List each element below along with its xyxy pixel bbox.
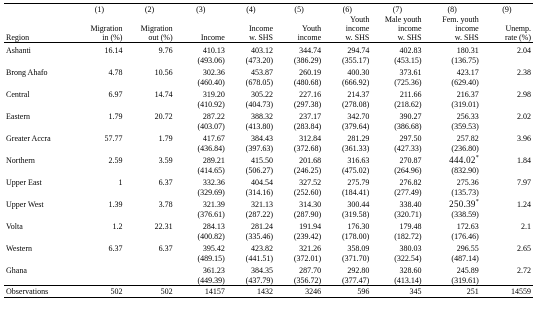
std-error-cell: (319.58): [342, 210, 370, 219]
header-fem-youth-top: Fem. youth: [442, 15, 479, 24]
significance-star: *: [475, 155, 479, 161]
std-error-cell: (176.46): [451, 232, 479, 241]
std-error-cell: [481, 165, 533, 175]
colnum-7: (7): [371, 4, 423, 16]
estimate-cell: 7.97: [517, 178, 531, 187]
colnum-8: (8): [424, 4, 481, 16]
std-error-cell: (725.36): [394, 78, 422, 87]
estimate-cell: 297.50: [399, 134, 422, 143]
std-error-cell: (182.72): [394, 232, 422, 241]
std-error-cell: (404.73): [245, 100, 273, 109]
observations-row: [4, 286, 533, 298]
colnum-5: (5): [275, 4, 323, 16]
std-error-row: [4, 121, 533, 131]
estimate-cell: 287.22: [202, 112, 225, 121]
estimate-cell: 410.13: [202, 46, 225, 55]
estimate-cell: 319.20: [202, 90, 225, 99]
obs-value: 3246: [275, 286, 323, 298]
header-line-3: [4, 33, 533, 43]
estimate-cell: 358.09: [347, 244, 370, 253]
header-income: Income: [175, 33, 227, 43]
std-error-cell: (319.01): [451, 100, 479, 109]
header-unemp-top: Unemp.: [505, 24, 531, 33]
estimate-value: 444.02: [449, 155, 476, 165]
region-blank: [4, 143, 74, 153]
std-error-cell: [124, 209, 174, 219]
std-error-cell: (427.33): [394, 144, 422, 153]
std-error-cell: (629.40): [451, 78, 479, 87]
std-error-cell: [124, 143, 174, 153]
column-number-row: [4, 4, 533, 16]
estimate-cell: [74, 263, 124, 275]
region-blank: [4, 55, 74, 65]
estimate-cell: 415.50: [251, 156, 273, 165]
std-error-cell: (184.41): [342, 188, 370, 197]
std-error-cell: (264.96): [394, 166, 422, 175]
std-error-cell: [124, 55, 174, 65]
estimate-cell: 3.78: [158, 200, 173, 209]
estimate-cell: 402.83: [399, 46, 422, 55]
std-error-cell: (372.01): [293, 254, 322, 263]
std-error-cell: [74, 77, 124, 87]
region-blank: [4, 275, 74, 286]
estimate-cell: 338.40: [399, 200, 422, 209]
std-error-row: [4, 187, 533, 197]
estimate-cell: 404.54: [251, 178, 273, 187]
std-error-cell: (379.64): [342, 122, 370, 131]
std-error-cell: (397.63): [245, 144, 273, 153]
std-error-row: [4, 209, 533, 219]
region-blank: [4, 187, 74, 197]
region-name: Ghana: [6, 266, 27, 275]
std-error-cell: [481, 143, 533, 153]
estimate-cell: 6.97: [108, 90, 123, 99]
estimate-cell: 403.12: [251, 46, 273, 55]
std-error-cell: [74, 121, 124, 131]
std-error-cell: [74, 275, 124, 286]
estimate-cell: 257.82: [456, 134, 479, 143]
estimate-cell: 292.80: [347, 266, 370, 275]
std-error-cell: (278.08): [342, 100, 370, 109]
estimate-cell: 3.96: [517, 134, 531, 143]
std-error-cell: (453.15): [394, 56, 422, 65]
estimate-cell: 1.79: [158, 134, 173, 143]
header-unemp-rate: rate (%): [481, 33, 533, 43]
std-error-cell: [481, 209, 533, 219]
std-error-cell: (386.29): [293, 56, 322, 65]
region-name: Western: [6, 244, 33, 253]
std-error-cell: (314.16): [245, 188, 273, 197]
colnum-9: (9): [481, 4, 533, 16]
estimate-cell: 57.77: [104, 134, 123, 143]
header-income-shs-top: Income: [249, 24, 273, 33]
header-youth-top: Youth: [350, 15, 370, 24]
estimate-cell: 2.04: [517, 46, 531, 55]
header-line-1: [4, 15, 533, 24]
region-name: Greater Accra: [6, 134, 51, 143]
std-error-cell: [124, 231, 174, 241]
std-error-cell: (135.73): [451, 188, 479, 197]
obs-value: 596: [323, 286, 371, 298]
std-error-cell: (475.02): [342, 166, 370, 175]
std-error-cell: (335.46): [245, 232, 273, 241]
region-name: Upper West: [6, 200, 44, 209]
std-error-cell: (460.40): [197, 78, 225, 87]
std-error-cell: (283.84): [293, 122, 322, 131]
region-blank: [4, 253, 74, 263]
estimate-cell: 289.21: [202, 156, 225, 165]
estimate-cell: 260.19: [299, 68, 322, 77]
colnum-6: (6): [323, 4, 371, 16]
std-error-cell: (449.39): [197, 276, 225, 285]
std-error-cell: [124, 77, 174, 87]
std-error-cell: (410.92): [197, 100, 225, 109]
estimate-cell: 172.63: [456, 222, 479, 231]
estimate-value: 250.39: [449, 199, 476, 209]
std-error-cell: [481, 121, 533, 131]
estimate-cell: 361.23: [202, 266, 225, 275]
std-error-cell: [124, 121, 174, 131]
estimate-cell: 344.74: [299, 46, 322, 55]
std-error-cell: (329.69): [197, 188, 225, 197]
std-error-cell: (386.68): [394, 122, 422, 131]
estimate-cell: 380.03: [399, 244, 422, 253]
estimate-cell: 328.60: [399, 266, 422, 275]
estimate-cell: 332.36: [202, 178, 225, 187]
region-name: Eastern: [6, 112, 30, 121]
std-error-cell: (297.38): [293, 100, 322, 109]
std-error-cell: (413.14): [394, 276, 422, 285]
estimate-cell: 6.37: [158, 178, 173, 187]
table-row: [4, 153, 533, 165]
estimate-cell: 1.24: [517, 200, 531, 209]
estimate-cell: 287.70: [299, 266, 322, 275]
estimate-cell: 302.36: [202, 68, 225, 77]
table-row: [4, 175, 533, 187]
std-error-cell: (287.22): [245, 210, 273, 219]
estimate-cell: 256.33: [456, 112, 479, 121]
estimate-cell: 1.2: [112, 222, 123, 231]
table-row: [4, 131, 533, 143]
std-error-cell: [74, 209, 124, 219]
std-error-cell: (277.49): [394, 188, 422, 197]
colnum-4: (4): [227, 4, 275, 16]
regional-income-table: [4, 3, 533, 298]
colnum-1: (1): [74, 4, 124, 16]
std-error-cell: (487.14): [451, 254, 479, 263]
estimate-cell: [124, 263, 174, 275]
std-error-cell: (506.27): [245, 166, 273, 175]
table-row: [4, 43, 533, 56]
std-error-cell: (489.15): [197, 254, 225, 263]
region-blank: [4, 209, 74, 219]
std-error-cell: (377.47): [342, 276, 370, 285]
header-fem-youth-income-mid: income: [455, 24, 479, 33]
std-error-cell: (678.05): [245, 78, 273, 87]
std-error-cell: [74, 55, 124, 65]
region-name: Upper East: [6, 178, 42, 187]
std-error-cell: [481, 77, 533, 87]
estimate-cell: 373.61: [399, 68, 422, 77]
std-error-cell: [481, 99, 533, 109]
estimate-cell: 275.79: [347, 178, 370, 187]
header-migration-in: in (%): [74, 33, 124, 43]
estimate-cell: 294.74: [347, 46, 370, 55]
region-blank: [4, 99, 74, 109]
std-error-cell: (414.65): [197, 166, 225, 175]
std-error-cell: (376.61): [197, 210, 225, 219]
estimate-cell: 211.66: [399, 90, 422, 99]
estimate-cell: 2.38: [517, 68, 531, 77]
region-blank: [4, 231, 74, 241]
header-male-youth-top: Male youth: [384, 15, 422, 24]
std-error-row: [4, 77, 533, 87]
std-error-cell: (246.25): [293, 166, 322, 175]
table-footer: [4, 286, 533, 298]
estimate-cell: 4.78: [108, 68, 123, 77]
std-error-cell: (356.72): [293, 276, 322, 285]
header-line-2: [4, 24, 533, 33]
std-error-cell: (355.17): [342, 56, 370, 65]
header-fem-youth-income-shs: w. SHS: [424, 33, 481, 43]
estimate-cell: 1.39: [108, 200, 123, 209]
std-error-cell: [481, 253, 533, 263]
std-error-cell: [74, 165, 124, 175]
std-error-cell: (473.20): [245, 56, 273, 65]
table-row: [4, 197, 533, 209]
table-row: [4, 263, 533, 275]
estimate-cell: 342.70: [347, 112, 370, 121]
estimate-cell: 6.37: [158, 244, 173, 253]
header-youth-income-mid: income: [345, 24, 370, 33]
std-error-cell: (319.61): [451, 276, 479, 285]
std-error-cell: (372.68): [293, 144, 322, 153]
estimate-cell: 180.31: [456, 46, 479, 55]
estimate-cell: 9.76: [158, 46, 173, 55]
estimate-cell: 321.39: [202, 200, 225, 209]
colnum-2: (2): [124, 4, 174, 16]
estimate-cell: 327.52: [299, 178, 322, 187]
std-error-cell: [74, 143, 124, 153]
region-header: Region: [4, 33, 74, 43]
colnum-3: (3): [175, 4, 227, 16]
estimate-cell: 276.82: [399, 178, 422, 187]
std-error-row: [4, 143, 533, 153]
region-name: Central: [6, 90, 30, 99]
estimate-cell: 1: [118, 178, 123, 187]
region-spacer: [4, 4, 74, 16]
std-error-cell: [74, 187, 124, 197]
std-error-cell: (252.60): [293, 188, 322, 197]
std-error-cell: (359.53): [451, 122, 479, 131]
estimate-cell: 270.87: [399, 156, 422, 165]
observations-label: Observations: [4, 286, 74, 298]
estimate-cell: 321.26: [299, 244, 322, 253]
std-error-cell: (413.80): [245, 122, 273, 131]
header-male-youth-income-mid: income: [397, 24, 422, 33]
std-error-cell: (832.90): [451, 166, 479, 175]
std-error-cell: (136.75): [451, 56, 479, 65]
estimate-cell: 417.67: [202, 134, 225, 143]
estimate-cell: 281.24: [251, 222, 273, 231]
std-error-cell: (441.51): [245, 254, 273, 263]
estimate-cell: 312.84: [299, 134, 322, 143]
table-header: [4, 4, 533, 43]
estimate-cell: 2.98: [517, 90, 531, 99]
std-error-cell: [481, 275, 533, 286]
header-youth-income-top: Youth: [301, 24, 322, 33]
estimate-cell: 281.29: [347, 134, 370, 143]
std-error-cell: (436.84): [197, 144, 225, 153]
starred-estimate-cell: [424, 197, 481, 209]
table-row: [4, 87, 533, 99]
estimate-cell: 2.65: [517, 244, 531, 253]
std-error-cell: (338.59): [451, 210, 479, 219]
std-error-row: [4, 99, 533, 109]
header-youth-income-shs: w. SHS: [323, 33, 371, 43]
estimate-cell: 2.59: [108, 156, 123, 165]
estimate-cell: 296.55: [456, 244, 479, 253]
std-error-cell: (371.70): [342, 254, 370, 263]
estimate-cell: 201.68: [299, 156, 322, 165]
table-body: [4, 43, 533, 286]
std-error-cell: (218.62): [394, 100, 422, 109]
std-error-row: [4, 165, 533, 175]
std-error-cell: (480.68): [293, 78, 322, 87]
std-error-cell: (666.92): [342, 78, 370, 87]
std-error-cell: (493.06): [197, 56, 225, 65]
std-error-cell: (437.79): [245, 276, 273, 285]
std-error-cell: (287.90): [293, 210, 322, 219]
region-blank: [4, 77, 74, 87]
header-migration-out-top: Migration: [140, 24, 173, 33]
estimate-cell: 2.72: [517, 266, 531, 275]
estimate-cell: 1.84: [517, 156, 531, 165]
std-error-row: [4, 231, 533, 241]
estimate-cell: 3.59: [158, 156, 173, 165]
estimate-cell: 245.89: [456, 266, 479, 275]
estimate-cell: 6.37: [108, 244, 123, 253]
estimate-cell: 22.31: [154, 222, 173, 231]
table-row: [4, 241, 533, 253]
table-row: [4, 109, 533, 121]
estimate-cell: 16.14: [104, 46, 123, 55]
estimate-cell: 423.17: [456, 68, 479, 77]
estimate-cell: 321.13: [251, 200, 273, 209]
estimate-cell: 176.30: [347, 222, 370, 231]
std-error-cell: [124, 275, 174, 286]
std-error-row: [4, 253, 533, 263]
obs-value: 502: [74, 286, 124, 298]
std-error-cell: (239.42): [293, 232, 322, 241]
header-youth-income: income: [275, 33, 323, 43]
estimate-cell: 390.27: [399, 112, 422, 121]
estimate-cell: 305.22: [251, 90, 273, 99]
estimate-cell: 14.74: [154, 90, 173, 99]
estimate-cell: 2.02: [517, 112, 531, 121]
estimate-cell: 275.36: [456, 178, 479, 187]
std-error-cell: [124, 165, 174, 175]
obs-value: 345: [371, 286, 423, 298]
std-error-cell: (400.82): [197, 232, 225, 241]
std-error-cell: [124, 253, 174, 263]
estimate-cell: 214.37: [347, 90, 370, 99]
std-error-row: [4, 55, 533, 65]
estimate-cell: 10.56: [154, 68, 173, 77]
table-row: [4, 219, 533, 231]
std-error-cell: [481, 187, 533, 197]
std-error-cell: [481, 55, 533, 65]
std-error-row: [4, 275, 533, 286]
table-row: [4, 65, 533, 77]
region-name: Ashanti: [6, 46, 31, 55]
region-blank: [4, 165, 74, 175]
estimate-cell: 216.37: [456, 90, 479, 99]
std-error-cell: [74, 253, 124, 263]
estimate-cell: 179.48: [399, 222, 422, 231]
std-error-cell: (320.71): [394, 210, 422, 219]
estimate-cell: 20.72: [154, 112, 173, 121]
header-income-shs: w. SHS: [227, 33, 275, 43]
starred-estimate-cell: [424, 153, 481, 165]
header-migration-in-top: Migration: [90, 24, 123, 33]
estimate-cell: 284.13: [202, 222, 225, 231]
obs-value: 14157: [175, 286, 227, 298]
region-name: Volta: [6, 222, 23, 231]
std-error-cell: (236.80): [451, 144, 479, 153]
obs-value: 502: [124, 286, 174, 298]
header-male-youth-income-shs: w. SHS: [371, 33, 423, 43]
estimate-cell: 227.16: [299, 90, 322, 99]
std-error-cell: (178.00): [342, 232, 370, 241]
estimate-cell: 191.94: [299, 222, 322, 231]
estimate-cell: 384.35: [251, 266, 273, 275]
obs-value: 251: [424, 286, 481, 298]
std-error-cell: [481, 231, 533, 241]
significance-star: *: [475, 199, 479, 205]
std-error-cell: (322.54): [394, 254, 422, 263]
obs-value: 14559: [481, 286, 533, 298]
summary-statistics-table: [4, 3, 533, 298]
std-error-cell: [74, 231, 124, 241]
std-error-cell: [124, 187, 174, 197]
estimate-cell: 2.1: [521, 222, 531, 231]
estimate-cell: 316.63: [347, 156, 370, 165]
region-name: Northern: [6, 156, 35, 165]
std-error-cell: (361.33): [342, 144, 370, 153]
obs-value: 1432: [227, 286, 275, 298]
std-error-cell: [124, 99, 174, 109]
region-blank: [4, 121, 74, 131]
estimate-cell: 314.30: [299, 200, 322, 209]
estimate-cell: 384.43: [251, 134, 273, 143]
std-error-cell: (403.07): [197, 122, 225, 131]
estimate-cell: 1.79: [108, 112, 123, 121]
estimate-cell: 453.87: [251, 68, 273, 77]
estimate-cell: 395.42: [202, 244, 225, 253]
std-error-cell: [74, 99, 124, 109]
estimate-cell: 237.17: [299, 112, 322, 121]
estimate-cell: 400.30: [347, 68, 370, 77]
estimate-cell: 423.82: [251, 244, 273, 253]
region-name: Brong Ahafo: [6, 68, 48, 77]
estimate-cell: 388.32: [251, 112, 273, 121]
estimate-cell: 300.44: [347, 200, 370, 209]
header-migration-out: out (%): [124, 33, 174, 43]
